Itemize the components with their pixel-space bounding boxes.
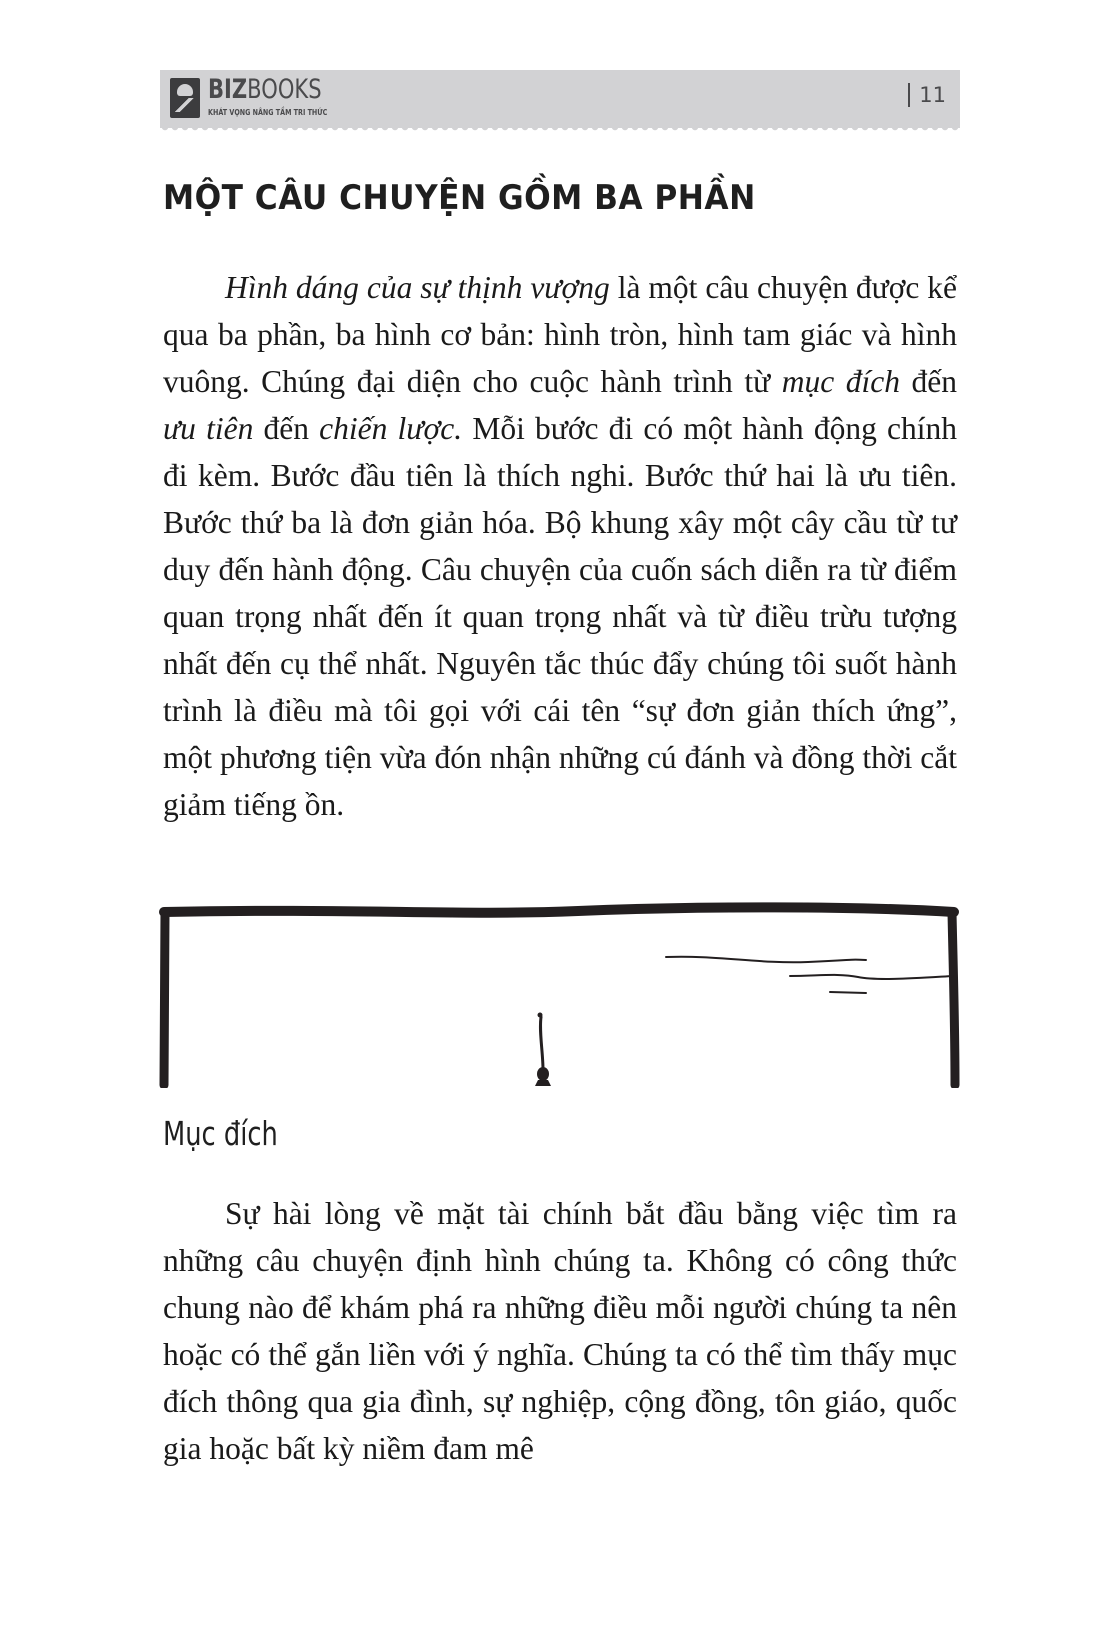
frame-right-edge	[952, 912, 955, 1085]
page-number-value: 11	[919, 83, 946, 107]
divider-bar	[908, 83, 910, 107]
paragraph-intro-text	[163, 264, 957, 828]
frame-left-edge	[164, 912, 165, 1085]
italic-phrase: Hình dáng của sự thịnh vượng	[225, 270, 610, 305]
section-title: Mục đích	[163, 1114, 278, 1153]
text-run: đến	[899, 364, 958, 399]
italic-phrase: ưu tiên	[163, 411, 254, 446]
running-header	[160, 70, 960, 128]
frame-top-edge	[164, 907, 954, 912]
italic-phrase: chiến lược.	[319, 411, 463, 446]
paragraph-purpose-text: Sự hài lòng về mặt tài chính bắt đầu bằng việc tìm ra những câu chuyện định hình chúng ta. Không có công thức chung nào để khám phá ra những điều mỗi người chúng ta nên hoặc có thể gắn liền với ý nghĩa. Chúng ta có thể tìm thấy mục đích thông qua gia đình, sự nghiệp, cộng đồng, tôn giáo, quốc gia hoặc bất kỳ niềm đam mê	[163, 1196, 957, 1466]
bizbooks-logo-icon	[170, 78, 200, 118]
illustration-figure	[158, 902, 962, 1088]
text-run: Mỗi bước đi có một hành động chính đi kèm. Bước đầu tiên là thích nghi. Bước thứ hai là ưu tiên. Bước thứ ba là đơn giản hóa. Bộ khung xây một cây cầu từ tư duy đến hành động. Câu chuyện của cuốn sách diễn ra từ điểm quan trọng nhất đến ít quan trọng nhất và từ điều trừu tượng nhất đến cụ thể nhất. Nguyên tắc thúc đẩy chúng tôi suốt hành trình là điều mà tôi gọi với cái tên “sự đơn giản thích ứng”, một phương tiện vừa đón nhận những cú đánh và đồng thời cắt giảm tiếng ồn.	[163, 411, 957, 822]
publisher-logo-text	[208, 74, 322, 106]
wind-line-1	[666, 957, 866, 963]
logo-name-bold: BIZ	[208, 74, 248, 105]
page-number	[908, 83, 946, 107]
wind-line-3	[830, 992, 866, 993]
frame-icon	[164, 907, 955, 1085]
figure-stick	[540, 1017, 543, 1070]
italic-phrase: mục đích	[781, 364, 900, 399]
text-run: đến	[253, 411, 320, 446]
publisher-tagline: KHÁT VỌNG NÂNG TẦM TRI THỨC	[208, 108, 328, 117]
paragraph-intro	[163, 264, 957, 828]
logo-name-light: BOOKS	[247, 74, 322, 105]
chapter-title: MỘT CÂU CHUYỆN GỒM BA PHẦN	[163, 178, 756, 218]
text-run: là một câu chuyện được kể qua ba phần, ba hình cơ bản: hình tròn, hình tam giác và hình vuông. Chúng đại diện cho cuộc hành trình từ	[163, 270, 957, 399]
wind-line-2	[790, 975, 953, 979]
paragraph-purpose	[163, 1190, 957, 1472]
